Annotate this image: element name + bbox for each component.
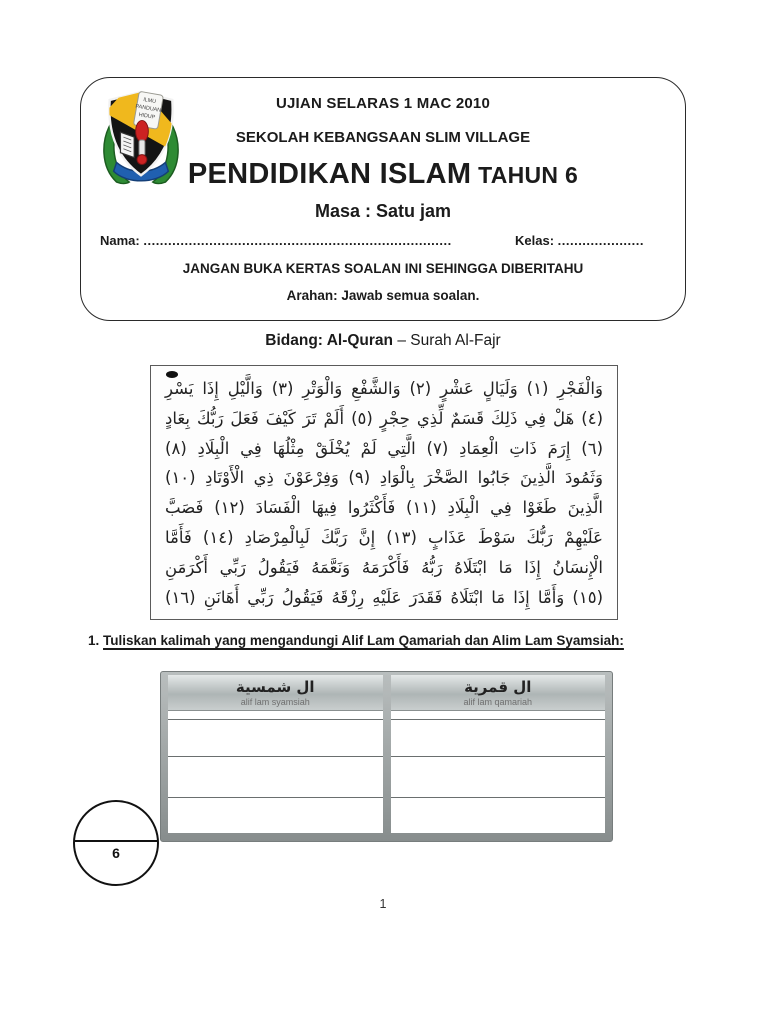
marks-circle bbox=[73, 800, 159, 886]
instruction-line bbox=[80, 288, 686, 303]
column-body-syamsiah bbox=[168, 711, 383, 833]
class-fill-line[interactable]: ..................... bbox=[557, 233, 644, 248]
surah-al-fajr-image bbox=[150, 365, 618, 620]
quran-line: وَالْفَجْرِ (١) وَلَيَالٍ عَشْرٍ (٢) وَالشَّفْعِ وَالْوَتْرِ (٣) وَالَّيْلِ إِذَا يَسْرِ bbox=[165, 379, 603, 398]
subject-title bbox=[80, 158, 686, 191]
page-number: 1 bbox=[379, 897, 387, 911]
column-alif-lam-syamsiah bbox=[168, 675, 383, 833]
column-header-qamariah bbox=[391, 675, 606, 711]
quran-line: وَثَمُودَ الَّذِينَ جَابُوا الصَّخْرَ بِالْوَادِ (٩) وَفِرْعَوْنَ ذِي الْأَوْتَادِ (١٠) bbox=[165, 468, 603, 488]
quran-line: (٦) إِرَمَ ذَاتِ الْعِمَادِ (٧) الَّتِي لَمْ يُخْلَقْ مِثْلُهَا فِي الْبِلَادِ (٨) bbox=[165, 438, 603, 458]
column-body-qamariah bbox=[391, 711, 606, 833]
class-label: Kelas: bbox=[515, 233, 558, 248]
question-1-number: 1. bbox=[88, 633, 104, 648]
motto-line-1: ILMU bbox=[142, 96, 157, 106]
table-spacer bbox=[168, 711, 383, 719]
answer-row[interactable] bbox=[391, 719, 606, 756]
column-alif-lam-qamariah bbox=[391, 675, 606, 833]
marks-divider-line bbox=[75, 840, 157, 842]
answer-row[interactable] bbox=[391, 756, 606, 797]
motto-line-3: HIDUP bbox=[138, 112, 156, 121]
scan-dot-artifact bbox=[166, 371, 178, 378]
answer-row[interactable] bbox=[168, 719, 383, 756]
answer-row[interactable] bbox=[168, 756, 383, 797]
name-label: Nama: bbox=[100, 233, 144, 248]
bidang-bold: Bidang: Al-Quran bbox=[265, 332, 394, 349]
quran-line: الْإِنسَانُ إِذَا مَا ابْتَلَاهُ رَبُّهُ فَأَكْرَمَهُ وَنَعَّمَهُ فَيَقُولُ رَبِّي أَكْرَمَنِ bbox=[165, 557, 603, 577]
name-class-row bbox=[100, 233, 666, 248]
quran-line: (٤) هَلْ فِي ذَلِكَ قَسَمٌ لِّذِي حِجْرٍ (٥) أَلَمْ تَرَ كَيْفَ فَعَلَ رَبُّكَ بِعَادٍ bbox=[165, 408, 603, 428]
name-fill-line[interactable]: ........................................................................... bbox=[143, 233, 452, 248]
question-1-text: Tuliskan kalimah yang mengandungi Alif Lam Qamariah dan Alim Lam Syamsiah: bbox=[103, 633, 624, 648]
exam-title: UJIAN SELARAS 1 MAC 2010 bbox=[275, 95, 491, 112]
motto-line-2: PANDUAN bbox=[134, 103, 162, 114]
school-name: SEKOLAH KEBANGSAAN SLIM VILLAGE bbox=[235, 129, 531, 146]
answer-row[interactable] bbox=[168, 797, 383, 833]
header-arabic-qamariah: ال قمرية bbox=[464, 678, 532, 696]
table-spacer bbox=[391, 711, 606, 719]
header-arabic-syamsiah: ال شمسية bbox=[235, 678, 315, 696]
table-center-divider bbox=[383, 675, 391, 833]
question-1 bbox=[88, 633, 624, 648]
bidang-rest: – Surah Al-Fajr bbox=[393, 332, 501, 349]
quran-line: عَلَيْهِمْ رَبُّكَ سَوْطَ عَذَابٍ (١٣) إِنَّ رَبَّكَ لَبِالْمِرْصَادِ (١٤) فَأَمَّا bbox=[165, 527, 603, 547]
instruction-text: Jawab semua soalan. bbox=[341, 288, 480, 303]
subject-name: PENDIDIKAN ISLAM bbox=[187, 158, 472, 190]
subject-year: TAHUN 6 bbox=[471, 162, 579, 188]
quran-line: (١٥) وَأَمَّا إِذَا مَا ابْتَلَاهُ فَقَدَرَ عَلَيْهِ رِزْقَهُ فَيَقُولُ رَبِّي أَهَانَنِ (١٦) bbox=[165, 587, 603, 607]
quran-line: الَّذِينَ طَغَوْا فِي الْبِلَادِ (١١) فَأَكْثَرُوا فِيهَا الْفَسَادَ (١٢) فَصَبَّ bbox=[165, 498, 603, 518]
answer-row[interactable] bbox=[391, 797, 606, 833]
header-latin-qamariah: alif lam qamariah bbox=[463, 697, 533, 707]
duration-label: Masa : Satu jam bbox=[314, 201, 452, 221]
instruction-label: Arahan: bbox=[286, 288, 342, 303]
section-heading bbox=[80, 332, 686, 350]
marks-value: 6 bbox=[112, 844, 120, 861]
warning-text: JANGAN BUKA KERTAS SOALAN INI SEHINGGA DIBERITAHU bbox=[182, 261, 584, 276]
header-latin-syamsiah: alif lam syamsiah bbox=[240, 697, 310, 707]
column-header-syamsiah bbox=[168, 675, 383, 711]
answer-table bbox=[160, 671, 613, 842]
